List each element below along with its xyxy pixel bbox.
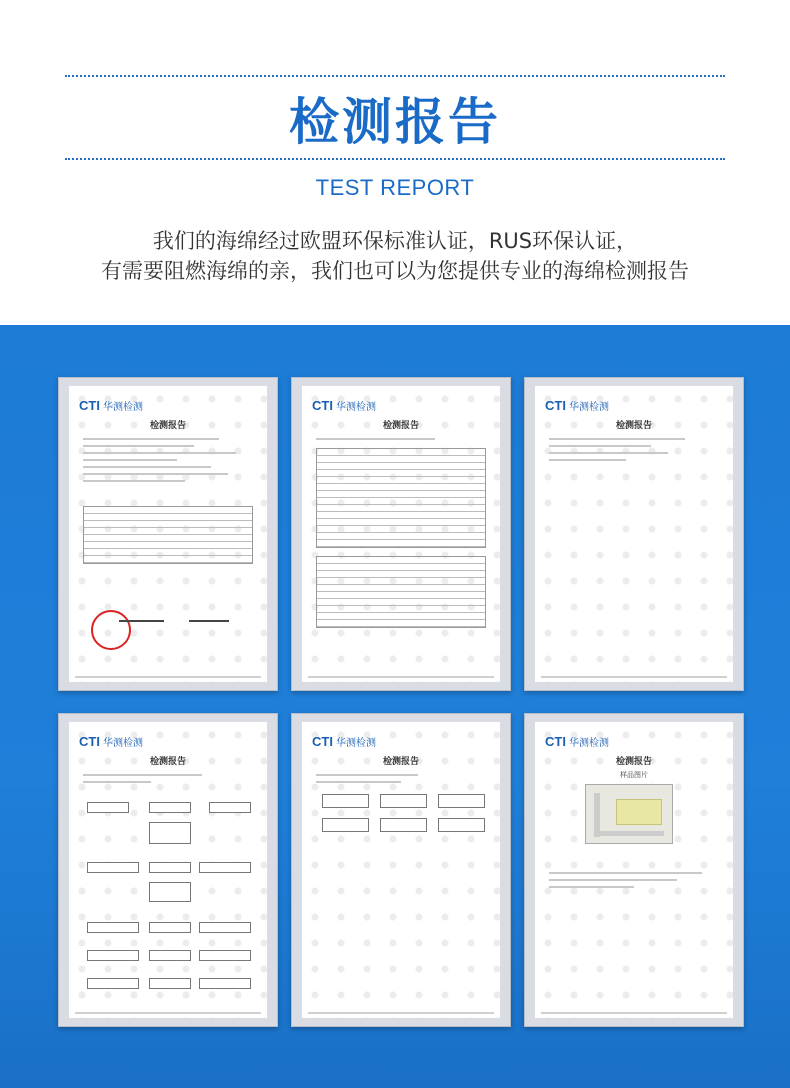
report-text-lines	[316, 438, 486, 445]
report-table	[83, 506, 253, 564]
report-sheet	[69, 722, 267, 1018]
report-footer	[308, 1012, 494, 1014]
report-text-lines	[549, 438, 719, 466]
report-text-lines	[549, 872, 719, 893]
cti-logo: CTI 华测检测	[79, 734, 143, 749]
report-sheet	[302, 386, 500, 682]
cti-logo: CTI 华测检测	[545, 734, 609, 749]
report-footer	[308, 676, 494, 678]
report-text-lines	[83, 438, 253, 487]
flow-box	[87, 978, 139, 989]
cti-logo: CTI 华测检测	[312, 734, 376, 749]
flow-box	[149, 922, 191, 933]
page-subtitle: TEST REPORT	[315, 175, 475, 200]
flow-box	[322, 794, 369, 808]
report-card[interactable]	[291, 713, 511, 1027]
report-sheet	[535, 722, 733, 1018]
flow-box	[149, 802, 191, 813]
flow-box	[199, 922, 251, 933]
sample-photo-label: 样品图片	[620, 771, 648, 779]
report-card[interactable]	[524, 377, 744, 691]
cti-logo: CTI 华测检测	[312, 398, 376, 413]
top-dotted-line	[65, 75, 725, 77]
report-text-lines	[83, 774, 253, 788]
flow-box	[199, 950, 251, 961]
report-title: 检测报告	[382, 757, 419, 767]
report-table	[316, 556, 486, 628]
description-line-1: 我们的海绵经过欧盟环保标准认证，RUS环保认证，	[152, 229, 638, 253]
report-footer	[541, 1012, 727, 1014]
flow-box	[199, 862, 251, 873]
flow-box	[149, 822, 191, 844]
flow-box	[380, 794, 427, 808]
report-footer	[75, 1012, 261, 1014]
flow-box	[149, 978, 191, 989]
flow-box	[438, 818, 485, 832]
report-text-lines	[316, 774, 486, 788]
flow-box	[209, 802, 251, 813]
report-card[interactable]	[524, 713, 744, 1027]
cti-logo: CTI 华测检测	[545, 398, 609, 413]
flow-box	[438, 794, 485, 808]
flow-box	[199, 978, 251, 989]
report-sheet	[302, 722, 500, 1018]
report-card[interactable]	[58, 713, 278, 1027]
flow-box	[87, 862, 139, 873]
report-title: 检测报告	[149, 421, 186, 431]
flow-box	[149, 950, 191, 961]
report-footer	[75, 676, 261, 678]
report-card[interactable]	[291, 377, 511, 691]
description-line-2: 有需要阻燃海绵的亲，我们也可以为您提供专业的海绵检测报告	[101, 259, 689, 283]
flow-box	[380, 818, 427, 832]
signature	[119, 620, 164, 622]
report-card[interactable]	[58, 377, 278, 691]
signature	[189, 620, 229, 622]
bottom-dotted-line	[65, 158, 725, 160]
report-table	[316, 448, 486, 548]
ruler-horizontal	[594, 831, 664, 836]
report-sheet	[69, 386, 267, 682]
reports-band	[0, 325, 790, 1088]
flow-box	[149, 862, 191, 873]
cti-logo: CTI 华测检测	[79, 398, 143, 413]
page-title: 检测报告	[289, 93, 501, 151]
flow-box	[322, 818, 369, 832]
report-title: 检测报告	[149, 757, 186, 767]
sample-photo	[585, 784, 673, 844]
flow-box	[149, 882, 191, 902]
flow-box	[87, 950, 139, 961]
report-footer	[541, 676, 727, 678]
report-title: 检测报告	[615, 421, 652, 431]
official-stamp	[91, 610, 131, 650]
report-title: 检测报告	[382, 421, 419, 431]
report-sheet	[535, 386, 733, 682]
flow-box	[87, 922, 139, 933]
foam-sample	[616, 799, 662, 825]
report-title: 检测报告	[615, 757, 652, 767]
flow-box	[87, 802, 129, 813]
